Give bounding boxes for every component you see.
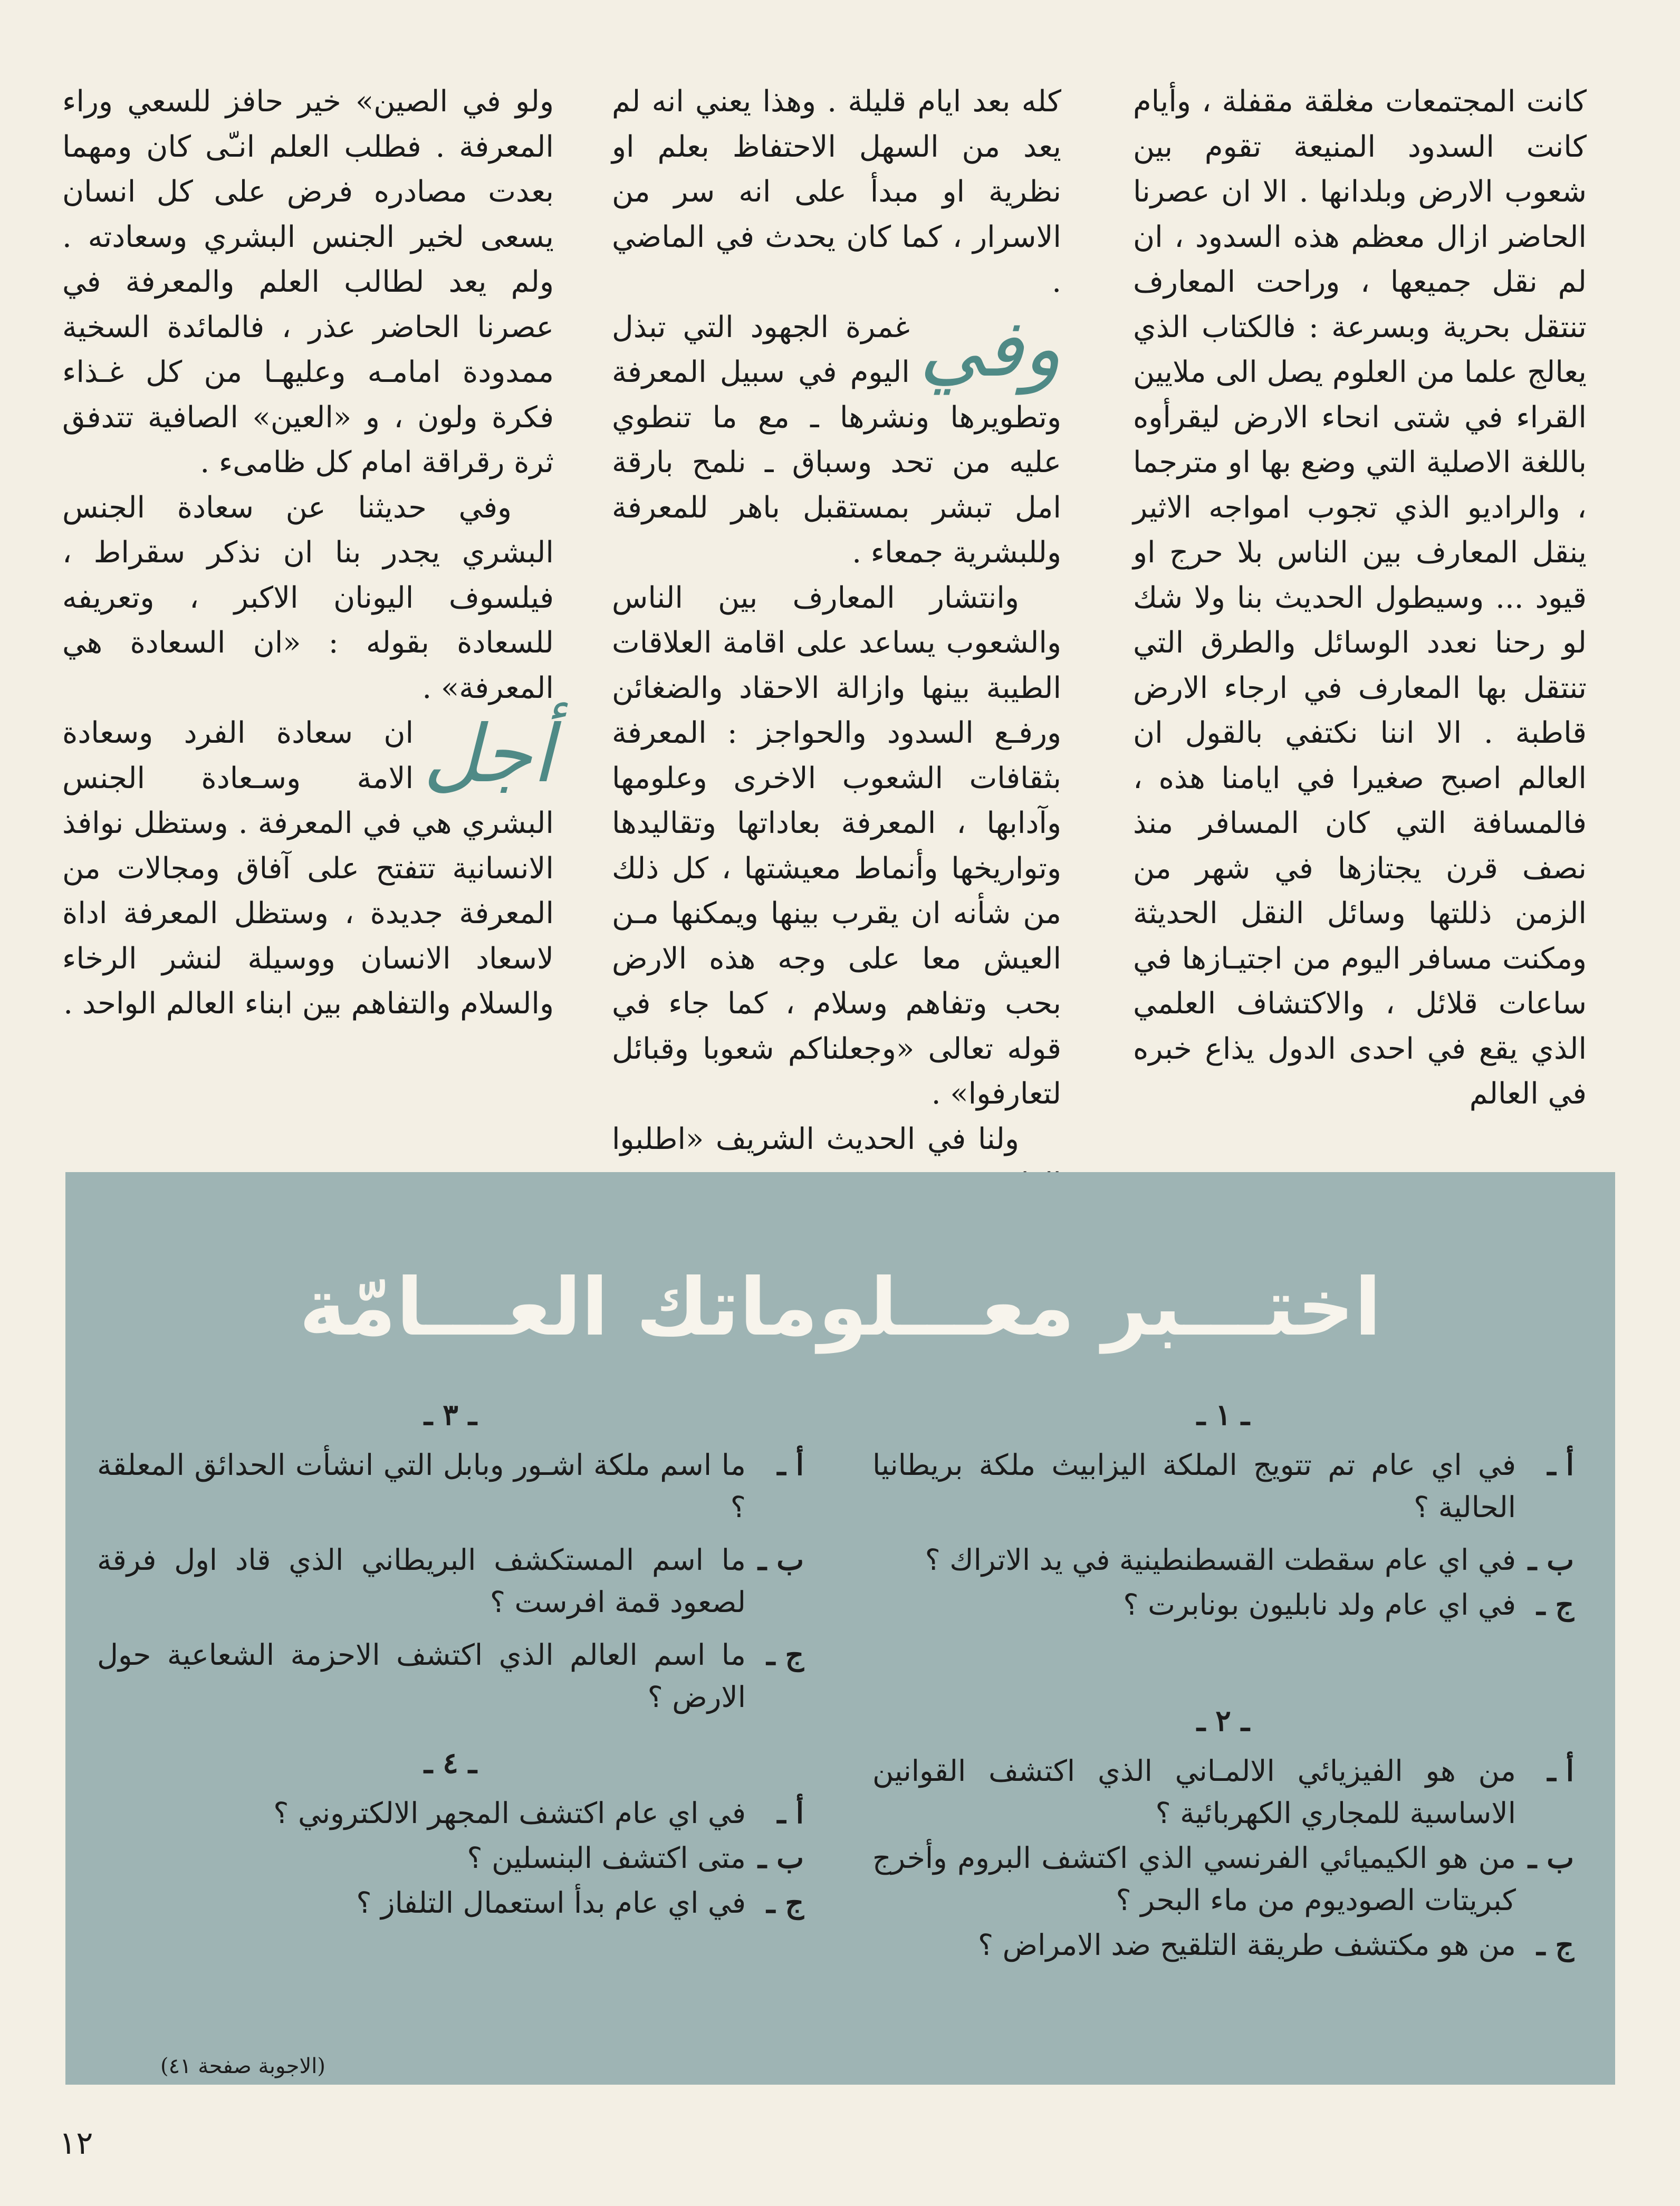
question [97,1882,804,1924]
question-text: متى اكتشف البنسلين ؟ [467,1841,746,1875]
question [97,1444,804,1528]
question-letter: أ ـ [777,1796,804,1830]
drop-cap: أجل [423,708,554,800]
paragraph: ولنا في الحديث الشريف «اطلبوا [612,1121,1019,1156]
question [872,1837,1574,1921]
question-letter: ج ـ [1537,1587,1574,1622]
article-column-right [1133,79,1587,1160]
question-letter: ب ـ [757,1542,804,1577]
paragraph: ولو في الصين» خير حافز للسعي وراء المعرفة . فطلب العلم انـّى كان ومهما بعدت مصادره فرض على كل انسان يسعى لخير الجنس البشري وسعادته . ولم يعد لطالب العلم والمعرفة في عصرنا الحاضر عذر ، فالمائدة السخية ممدودة امامـه وعليهـا من كل غـذاء فكرة ولون ، و «العين» الصافية تتدفق ثرة رقراقة امام كل ظامىء . [62,84,554,479]
question-letter: ب ـ [1528,1840,1574,1875]
question-text: ما اسم العالم الذي اكتشف الاحزمة الشعاعية حول الارض ؟ [97,1638,746,1714]
paragraph [612,302,1061,576]
question-text: من هو الكيميائي الفرنسي الذي اكتشف البروم وأخرج كبريتات الصوديوم من ماء البحر ؟ [872,1841,1516,1917]
section-heading: ـ ١ ـ [1196,1397,1250,1432]
quiz-section-1 [872,1394,1574,1689]
question-letter: أ ـ [1547,1447,1574,1482]
question-letter: أ ـ [1547,1753,1574,1788]
quiz-section-4 [97,1742,804,1953]
question-letter: ب ـ [757,1840,804,1875]
quiz-title: اختـــبر معـــلوماتك العـــامّة [299,1262,1381,1354]
section-heading: ـ ٤ ـ [424,1745,477,1780]
section-heading: ـ ٢ ـ [1196,1703,1250,1738]
question [872,1539,1574,1581]
question [97,1792,804,1834]
question-letter: ج ـ [1537,1927,1574,1962]
question-text: ما اسم ملكة اشـور وبابل التي انشأت الحدائق المعلقة ؟ [97,1448,746,1524]
answers-note: (الاجوبة صفحة ٤١) [160,2054,325,2078]
question [97,1539,804,1623]
article-column-middle [612,79,1061,1160]
question [97,1634,804,1718]
question-letter: ج ـ [766,1885,804,1920]
question-text: من هو الفيزيائي الالمـاني الذي اكتشف القوانين الاساسية للمجاري الكهربائية ؟ [872,1754,1516,1830]
paragraph: وفي حديثنا عن سعادة الجنس البشري يجدر بنا ان نذكر سقراط ، فيلسوف اليونان الاكبر ، وتعريفه للسعادة بقوله : «ان السعادة هي المعرفة» . [62,490,554,705]
quiz-section-2 [872,1700,1574,2016]
section-heading: ـ ٣ ـ [424,1397,477,1432]
question [97,1837,804,1879]
paragraph-text: ان سعادة الفرد وسعادة الامة وسـعادة الجنس البشري هي في المعرفة . وستظل نوافذ الانسانية تتفتح على آفاق ومجالات من المعرفة جديدة ، وستظل المعرفة اداة لاسعاد الانسان ووسيلة لنشر الرخاء والسلام والتفاهم بين ابناء العالم الواحد . [62,716,554,1021]
question [872,1444,1574,1528]
question-text: من هو مكتشف طريقة التلقيح ضد الامراض ؟ [977,1928,1516,1962]
page-number: ١٢ [59,2125,93,2162]
paragraph-text: غمرة الجهود التي تبذل اليوم في سبيل المعرفة وتطويرها ونشرها ـ مع ما تنطوي عليه من تحد وسباق ـ نلمح بارقة امل تبشر بمستقبل باهر للمعرفة وللبشرية جمعاء . [612,310,1061,570]
question-text: في اي عام تم تتويج الملكة اليزابيث ملكة بريطانيا الحالية ؟ [872,1448,1516,1524]
question [872,1924,1574,1966]
question [872,1750,1574,1834]
paragraph: كانت المجتمعات مغلقة مقفلة ، وأيام كانت السدود المنيعة تقوم بين شعوب الارض وبلدانها . الا ان عصرنا الحاضر ازال معظم هذه السدود ، ان لم نقل جميعها ، وراحت المعارف تنتقل بحرية وبسرعة : فالكتاب الذي يعالج علما من العلوم يصل الى ملايين القراء في شتى انحاء الارض ليقرأوه باللغة الاصلية التي وضع بها او مترجما ، والراديو الذي تجوب امواجه الاثير ينقل المعارف بين الناس بلا حرج او قيود ... وسيطول الحديث بنا ولا شك لو رحنا نعدد الوسائل والطرق التي تنتقل بها المعارف في ارجاء الارض قاطبة . الا اننا نكتفي بالقول ان العالم اصبح صغيرا في ايامنا هذه ، فالمسافة التي كان المسافر منذ نصف قرن يجتازها في شهر من الزمن ذللتها وسائل النقل الحديثة ومكنت مسافر اليوم من اجتيـازها في ساعات قلائل ، والاكتشاف العلمي الذي يقع في احدى الدول يذاع خبره في العالم [1133,84,1587,1111]
question-text: في اي عام بدأ استعمال التلفاز ؟ [356,1886,746,1920]
question-letter: أ ـ [777,1447,804,1482]
question-text: في اي عام سقطت القسطنطينية في يد الاتراك ؟ [925,1543,1516,1577]
question-letter: ج ـ [766,1637,804,1672]
quiz-section-3 [97,1394,804,1721]
question-text: ما اسم المستكشف البريطاني الذي قاد اول فرقة لصعود قمة افرست ؟ [97,1543,746,1619]
paragraph [62,708,554,1027]
quiz-box [65,1172,1615,2085]
question-letter: ب ـ [1528,1542,1574,1577]
paragraph: وانتشار المعارف بين الناس والشعوب يساعد على اقامة العلاقات الطيبة بينها وازالة الاحقاد والضغائن ورفـع السدود والحواجز : المعرفة بثقافات الشعوب الاخرى وعلومها وآدابها ، المعرفة بعاداتها وتقاليدها وتواريخها وأنماط معيشتها ، كل ذلك من شأنه ان يقرب بينها ويمكنها مـن العيش معا على وجه هذه الارض بحب وتفاهم وسلام ، كما جاء في قوله تعالى «وجعلناكم شعوبا وقبائل لتعارفوا» . [612,580,1061,1111]
question-text: في اي عام اكتشف المجهر الالكتروني ؟ [273,1796,746,1830]
drop-cap: وفي [919,302,1061,395]
paragraph: كله بعد ايام قليلة . وهذا يعني انه لم يعد من السهل الاحتفاظ بعلم او نظرية او مبدأ على انه سر من الاسرار ، كما كان يحدث في الماضي . [612,84,1061,299]
question-text: في اي عام ولد نابليون بونابرت ؟ [1123,1588,1516,1622]
article-column-left [62,79,554,1160]
question [872,1584,1574,1626]
